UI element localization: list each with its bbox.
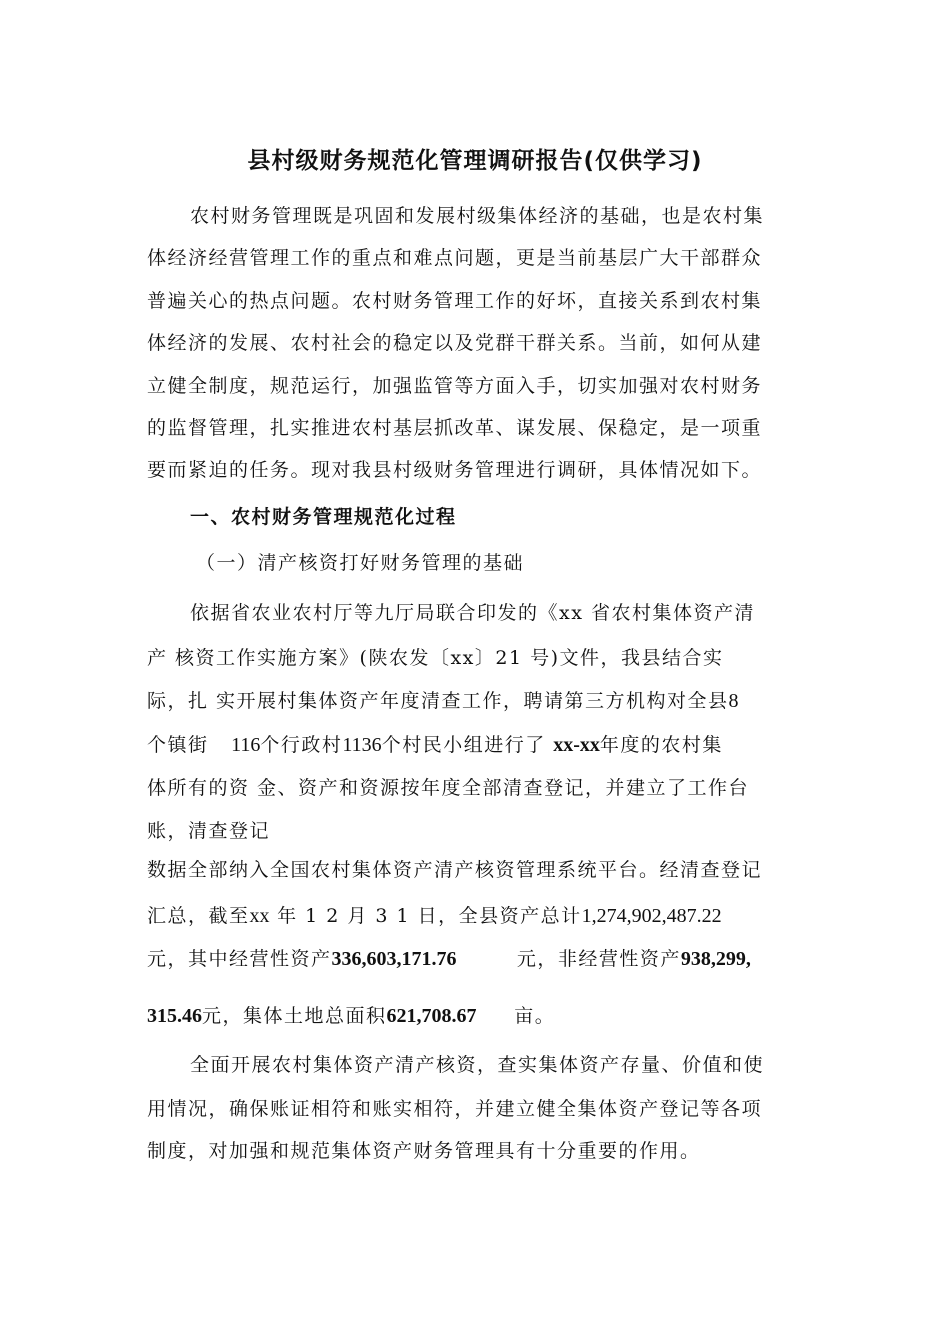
para2-line-2: 产 核资工作实施方案》(陕农发〔xx〕21 号)文件，我县结合实: [147, 647, 724, 669]
para2-line-8-text-a: 汇总，截至: [147, 905, 250, 927]
village-count: 116: [231, 734, 261, 756]
intro-line-4: 体经济的发展、农村社会的稳定以及党群干群关系。当前，如何从建: [147, 332, 763, 354]
para2-line-3: [0, 688, 950, 714]
para2-line-8-text-c: 年 1 2 月 3 1 日，全县资产总计: [277, 905, 582, 927]
para2-line-9-text-a: 元，其中经营性资产: [147, 948, 332, 970]
section-heading: 一、农村财务管理规范化过程: [190, 506, 457, 528]
para3-line-3: 制度，对加强和规范集体资产财务管理具有十分重要的作用。: [147, 1140, 701, 1162]
para2-line-5: 体所有的资 金、资产和资源按年度全部清查登记，并建立了工作台: [147, 777, 750, 799]
para3-line-1: 全面开展农村集体资产清产核资，查实集体资产存量、价值和使: [190, 1054, 765, 1076]
land-area: 621,708.67: [386, 1005, 477, 1027]
document-title: 县村级财务规范化管理调研报告(仅供学习): [247, 148, 703, 174]
para2-line-10: [0, 1003, 950, 1029]
para2-line-10-text-b: 元，集体土地总面积: [202, 1005, 387, 1027]
para2-line-4: [0, 732, 950, 758]
total-assets: 1,274,902,487.22: [581, 905, 722, 927]
para2-line-7: 数据全部纳入全国农村集体资产清产核资管理系统平台。经清查登记: [147, 859, 763, 881]
para2-line-4-text-g: 年度的农村集: [599, 734, 723, 756]
para2-line-6: 账，清查登记: [147, 820, 271, 842]
para2-line-4-text-a: 个镇街: [147, 734, 209, 756]
para2-line-9: [0, 946, 950, 972]
year-range: xx-xx: [553, 734, 600, 756]
subsection-heading: （一）清产核资打好财务管理的基础: [196, 552, 525, 574]
town-count: 8: [728, 690, 739, 712]
para2-line-4-text-e: 个村民小组进行了: [381, 734, 546, 756]
para2-line-4-text-c: 个行政村: [260, 734, 343, 756]
para2-line-3-text: 际，扎 实开展村集体资产年度清查工作，聘请第三方机构对全县: [147, 690, 729, 712]
intro-line-6: 的监督管理，扎实推进农村基层抓改革、谋发展、保稳定，是一项重: [147, 417, 763, 439]
non-operating-assets: 938,299,: [680, 948, 751, 970]
intro-line-1: 农村财务管理既是巩固和发展村级集体经济的基础，也是农村集: [190, 205, 765, 227]
intro-line-7: 要而紧迫的任务。现对我县村级财务管理进行调研，具体情况如下。: [147, 459, 763, 481]
para2-line-8: [0, 903, 950, 929]
intro-line-5: 立健全制度，规范运行，加强监管等方面入手，切实加强对农村财务: [147, 375, 763, 397]
para2-line-9-text-c: 元，非经营性资产: [516, 948, 681, 970]
operating-assets: 336,603,171.76: [331, 948, 457, 970]
para2-line-1: 依据省农业农村厅等九厅局联合印发的《xx 省农村集体资产清: [190, 602, 755, 624]
year-xx: xx: [249, 905, 270, 927]
non-operating-assets-cont: 315.46: [147, 1005, 202, 1027]
group-count: 1136: [342, 734, 382, 756]
para3-line-2: 用情况，确保账证相符和账实相符，并建立健全集体资产登记等各项: [147, 1098, 763, 1120]
para2-line-10-text-d: 亩。: [514, 1005, 556, 1027]
intro-line-3: 普遍关心的热点问题。农村财务管理工作的好坏，直接关系到农村集: [147, 290, 763, 312]
intro-line-2: 体经济经营管理工作的重点和难点问题，更是当前基层广大干部群众: [147, 247, 763, 269]
